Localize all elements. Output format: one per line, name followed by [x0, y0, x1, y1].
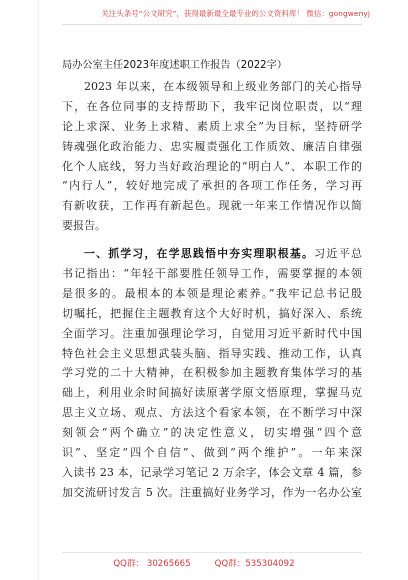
paragraph-line: 识”、坚定“四个自信”、做到“两个维护”。一年来深 — [62, 446, 362, 460]
paragraph-line: 特色社会主义思想武装头脑、指导实践、推动工作，认真 — [62, 346, 362, 360]
header-divider — [62, 24, 362, 25]
paragraph-line: 铸魂强化政治能力、忠实履责强化工作质效、廉洁自律强 — [62, 139, 362, 153]
footer-qq-group-2: QQ群：535304092 — [214, 559, 295, 569]
page-edge — [38, 0, 39, 580]
paragraph-line: 论上求深、业务上求精、素质上求全”为目标，坚持研学 — [62, 119, 362, 133]
document-title: 局办公室主任2023年度述职工作报告（2022字） — [62, 60, 288, 71]
section-heading: 一、抓学习，在学思践悟中夯实理职根基。 — [84, 247, 315, 261]
paragraph-line: 学习党的二十大精神，在积极参加主题教育集体学习的基 — [62, 366, 362, 380]
paragraph-line: 思主义立场、观点、方法这个看家本领，在不断学习中深 — [62, 406, 362, 420]
paragraph-line: 书记指出：“年轻干部要胜任领导工作，需要掌握的本领 — [62, 267, 362, 281]
paragraph-line: 要报告。 — [62, 219, 106, 233]
document-body — [62, 77, 362, 503]
paragraph-line: 下，在各位同事的支持帮助下，我牢记岗位职责，以“理 — [62, 99, 362, 113]
footer-qq-group-1: QQ群： 30265665 — [113, 559, 191, 569]
footer-divider — [62, 552, 362, 553]
paragraph-line: 2023 年以来，在本级领导和上级业务部门的关心指导 — [84, 80, 362, 93]
paragraph-line: 是很多的。最根本的本领是理论素养。”我牢记总书记殷 — [62, 286, 362, 300]
paragraph-line: 切嘱托，把握住主题教育这个大好时机，搞好深入、系统 — [62, 306, 362, 320]
paragraph-line: 础上，利用业余时间搞好读原著学原文悟原理，掌握马克 — [62, 386, 362, 400]
paragraph-line: 全面学习。注重加强理论学习，自觉用习近平新时代中国 — [62, 326, 362, 340]
paragraph-line: 化个人底线，努力当好政治理论的“明白人”、本职工作的 — [62, 159, 362, 173]
footer — [0, 557, 408, 569]
header-banner: 关注头条号“公文研究”，获得最新最全最专业的公文资料库！ 微信：gongwenyj — [101, 9, 370, 18]
paragraph-line: 加交流研讨发言 5 次。注重搞好业务学习，作为一名办公室 — [62, 485, 362, 499]
paragraph-line: 刻领会“两个确立”的决定性意义，切实增强“四个意 — [62, 426, 362, 440]
section-text: 习近平总 — [314, 247, 362, 261]
paragraph-line: 有新收获，工作再有新起色。现就一年来工作情况作以简 — [62, 199, 362, 213]
paragraph-line: 入读书 23 本，记录学习笔记 2 万余字，体会文章 4 篇，参 — [62, 465, 362, 479]
paragraph-gap — [62, 236, 362, 244]
paragraph-line: “内行人”，较好地完成了承担的各项工作任务，学习再 — [62, 179, 362, 193]
section-heading-line — [62, 244, 362, 264]
